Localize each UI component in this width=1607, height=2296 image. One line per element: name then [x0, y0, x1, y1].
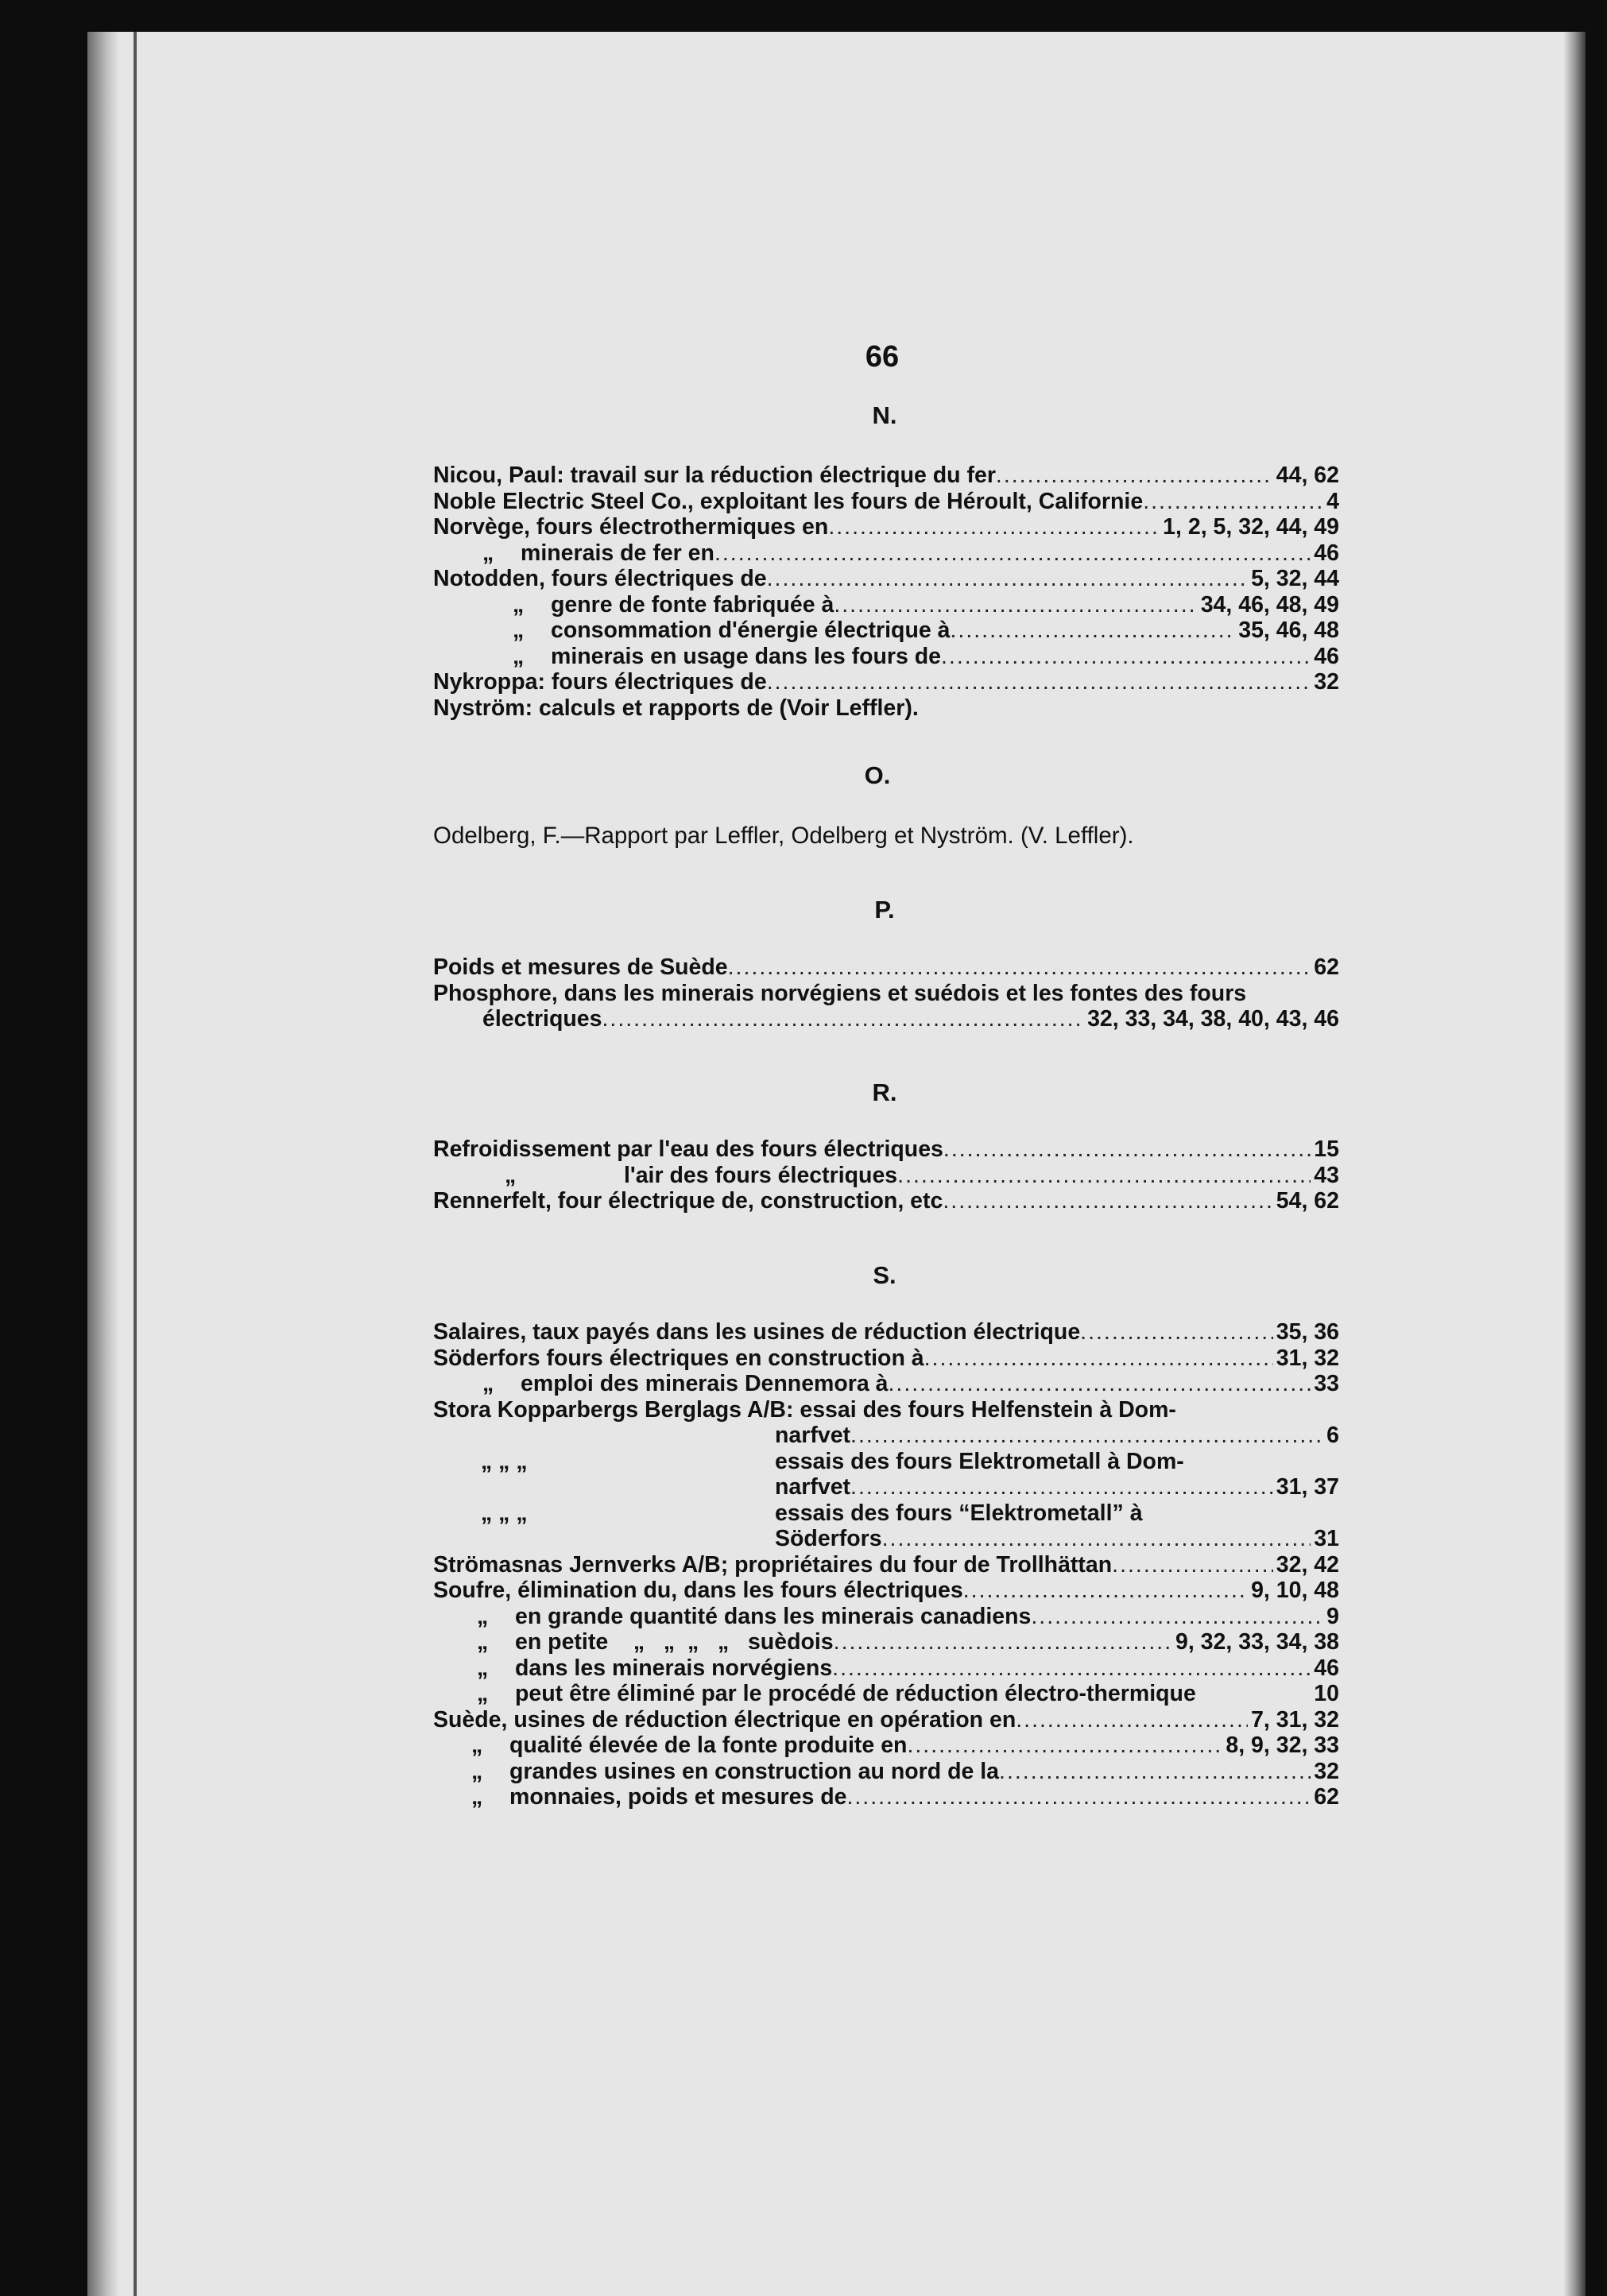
index-section-o: [433, 822, 1339, 850]
section-letter-r: R.: [872, 1078, 897, 1106]
index-entry: Soufre, élimination du, dans les fours électriques ..... 9, 10, 48: [433, 1578, 1339, 1604]
index-entry: Norvège, fours électrothermiques en ..... 1, 2, 5, 32, 44, 49: [433, 514, 1339, 540]
index-section-n: [433, 463, 1339, 721]
index-entry: „ emploi des minerais Dennemora à ..... 33: [433, 1371, 1339, 1397]
right-page-edge: [1563, 32, 1586, 2296]
index-entry: Stora Kopparbergs Berglags A/B: essai des fours Helfenstein à Dom-: [433, 1396, 1176, 1423]
index-entry-continuation: électriques ..... 32, 33, 34, 38, 40, 43, 46: [433, 1006, 1339, 1032]
index-entry: „ monnaies, poids et mesures de ..... 62: [433, 1784, 1339, 1810]
index-entry: „ peut être éliminé par le procédé de réduction électro-thermique 10: [477, 1681, 1339, 1706]
index-entry: „ l'air des fours électriques ..... 43: [433, 1163, 1339, 1189]
index-entry: Refroidissement par l'eau des fours électriques ..... 15: [433, 1136, 1339, 1163]
index-entry: Rennerfelt, four électrique de, construction, etc ..... 54, 62: [433, 1188, 1339, 1214]
index-entry: Nykroppa: fours électriques de ..... 32: [433, 669, 1339, 695]
index-entry: „ „ „ essais des fours “Elektrometall” à: [481, 1500, 1143, 1526]
spine-edge: [134, 32, 137, 2296]
section-letter-s: S.: [873, 1261, 896, 1289]
index-entry: Poids et mesures de Suède ..... 62: [433, 954, 1339, 981]
index-entry-continuation: narfvet ..... 6: [433, 1423, 1339, 1449]
section-letter-o: O.: [864, 761, 891, 789]
index-entry: Noble Electric Steel Co., exploitant les fours de Héroult, Californie ..... 4: [433, 489, 1339, 515]
index-entry: Phosphore, dans les minerais norvégiens et suédois et les fontes des fours: [433, 980, 1247, 1006]
index-entry: Nyström: calculs et rapports de (Voir Leffler).: [433, 695, 919, 721]
index-entry: „ consommation d'énergie électrique à ..... 35, 46, 48: [433, 618, 1339, 644]
index-entry: „ „ „ essais des fours Elektrometall à Dom-: [481, 1448, 1184, 1474]
index-entry: „ minerais de fer en ..... 46: [433, 540, 1339, 567]
index-entry-continuation: narfvet ..... 31, 37: [433, 1474, 1339, 1500]
index-entry: Odelberg, F.—Rapport par Leffler, Odelberg et Nyström. (V. Leffler).: [433, 823, 1134, 849]
index-entry: „ minerais en usage dans les fours de ..... 46: [433, 644, 1339, 670]
index-section-r: [433, 1136, 1339, 1214]
index-entry: Söderfors fours électriques en construction à ..... 31, 32: [433, 1345, 1339, 1372]
index-entry: Notodden, fours électriques de ..... 5, 32, 44: [433, 566, 1339, 592]
binding-shadow: [87, 32, 119, 2296]
index-entry: „ en grande quantité dans les minerais canadiens ..... 9: [433, 1604, 1339, 1630]
index-entry: „ genre de fonte fabriquée à ..... 34, 46, 48, 49: [433, 592, 1339, 618]
index-entry: Salaires, taux payés dans les usines de réduction électrique ..... 35, 36: [433, 1319, 1339, 1345]
index-entry: Suède, usines de réduction électrique en opération en ..... 7, 31, 32: [433, 1707, 1339, 1733]
index-section-s: [433, 1319, 1339, 1810]
section-letter-n: N.: [872, 401, 897, 429]
index-entry: Strömasnas Jernverks A/B; propriétaires du four de Trollhättan ..... 32, 42: [433, 1552, 1339, 1578]
index-entry: „ dans les minerais norvégiens ..... 46: [433, 1655, 1339, 1682]
index-section-p: [433, 954, 1339, 1032]
page-number: 66: [865, 340, 900, 374]
index-entry: Nicou, Paul: travail sur la réduction électrique du fer ..... 44, 62: [433, 463, 1339, 489]
index-entry: „ en petite „ „ „ „ suèdois ..... 9, 32, 33, 34, 38: [433, 1629, 1339, 1655]
section-letter-p: P.: [874, 896, 895, 923]
index-entry: „ qualité élevée de la fonte produite en ..... 8, 9, 32, 33: [433, 1733, 1339, 1759]
index-entry: „ grandes usines en construction au nord de la ..... 32: [433, 1759, 1339, 1785]
index-entry-continuation: Söderfors ..... 31: [433, 1526, 1339, 1552]
